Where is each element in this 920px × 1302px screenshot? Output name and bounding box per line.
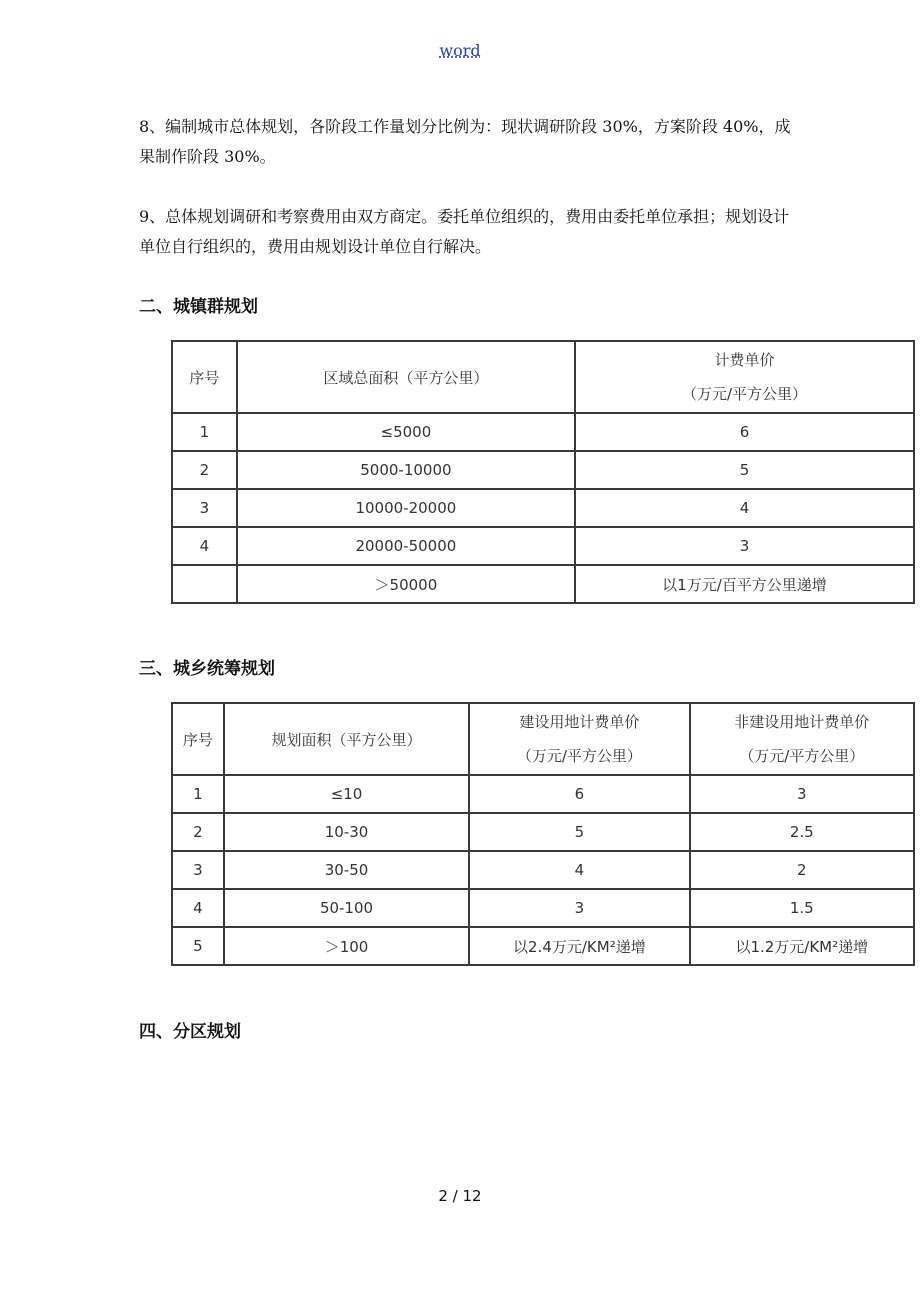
table-cell — [172, 565, 237, 603]
table-cell: 以1.2万元/KM²递增 — [690, 927, 914, 965]
table-cell: 10000-20000 — [237, 489, 575, 527]
table-row — [172, 527, 914, 565]
header-cell: 序号 — [172, 341, 237, 413]
table-cell: 2 — [172, 451, 237, 489]
table-header-row — [172, 341, 914, 413]
header-cell — [469, 703, 689, 775]
table-cell: 3 — [690, 775, 914, 813]
section-heading-urban-rural: 三、城乡统筹规划 — [139, 659, 275, 679]
table-cell: 2 — [172, 813, 224, 851]
header-cell — [690, 703, 914, 775]
table-cell: 1.5 — [690, 889, 914, 927]
table-cell: ≤10 — [224, 775, 469, 813]
table-cell: 5 — [575, 451, 914, 489]
header-line: 非建设用地计费单价 — [734, 713, 870, 731]
table-cell: 5000-10000 — [237, 451, 575, 489]
table-cell: 以2.4万元/KM²递增 — [469, 927, 689, 965]
table-cell: 10-30 — [224, 813, 469, 851]
section-heading-urban-cluster: 二、城镇群规划 — [139, 297, 258, 317]
header-line: 建设用地计费单价 — [519, 713, 640, 731]
table-row — [172, 775, 914, 813]
table-header-row — [172, 703, 914, 775]
table-cell: 3 — [172, 489, 237, 527]
table-cell: 4 — [575, 489, 914, 527]
paragraph-9: 9、总体规划调研和考察费用由双方商定。委托单位组织的，费用由委托单位承担；规划设计单位自行组织的，费用由规划设计单位自行解决。 — [139, 207, 790, 256]
table-cell: 4 — [172, 889, 224, 927]
header-cell: 区域总面积（平方公里） — [237, 341, 575, 413]
table-cell: 50-100 — [224, 889, 469, 927]
table-row — [172, 413, 914, 451]
table-cell: 1 — [172, 413, 237, 451]
table-row — [172, 927, 914, 965]
table-row — [172, 451, 914, 489]
urban-cluster-fee-table — [171, 340, 915, 604]
table-cell: 5 — [469, 813, 689, 851]
table-cell: 以1万元/百平方公里递增 — [575, 565, 914, 603]
table-row — [172, 565, 914, 603]
table-cell: 3 — [172, 851, 224, 889]
header-line: （万元/平方公里） — [739, 747, 865, 765]
header-cell: 规划面积（平方公里） — [224, 703, 469, 775]
header-line: 计费单价 — [714, 351, 775, 369]
table-row — [172, 851, 914, 889]
urban-rural-fee-table — [171, 702, 915, 966]
page-header-word: word — [439, 41, 481, 60]
table-cell: 1 — [172, 775, 224, 813]
table-cell: 3 — [575, 527, 914, 565]
table-row — [172, 489, 914, 527]
table-cell: 5 — [172, 927, 224, 965]
table-cell: 3 — [469, 889, 689, 927]
paragraph-8: 8、编制城市总体规划，各阶段工作量划分比例为：现状调研阶段 30%，方案阶段 40%，成果制作阶段 30%。 — [139, 117, 791, 166]
header-line: （万元/平方公里） — [516, 747, 642, 765]
table-row — [172, 889, 914, 927]
header-cell: 序号 — [172, 703, 224, 775]
header-cell — [575, 341, 914, 413]
table-cell: 30-50 — [224, 851, 469, 889]
table-cell: 20000-50000 — [237, 527, 575, 565]
table-cell: ≤5000 — [237, 413, 575, 451]
table-row — [172, 813, 914, 851]
table-cell: 2.5 — [690, 813, 914, 851]
table-cell: ＞100 — [224, 927, 469, 965]
table-cell: 6 — [575, 413, 914, 451]
section-heading-district: 四、分区规划 — [139, 1022, 241, 1042]
table-cell: ＞50000 — [237, 565, 575, 603]
header-line: （万元/平方公里） — [681, 385, 807, 403]
page-number: 2 / 12 — [438, 1187, 482, 1205]
table-cell: 4 — [469, 851, 689, 889]
table-cell: 4 — [172, 527, 237, 565]
table-cell: 6 — [469, 775, 689, 813]
table-cell: 2 — [690, 851, 914, 889]
